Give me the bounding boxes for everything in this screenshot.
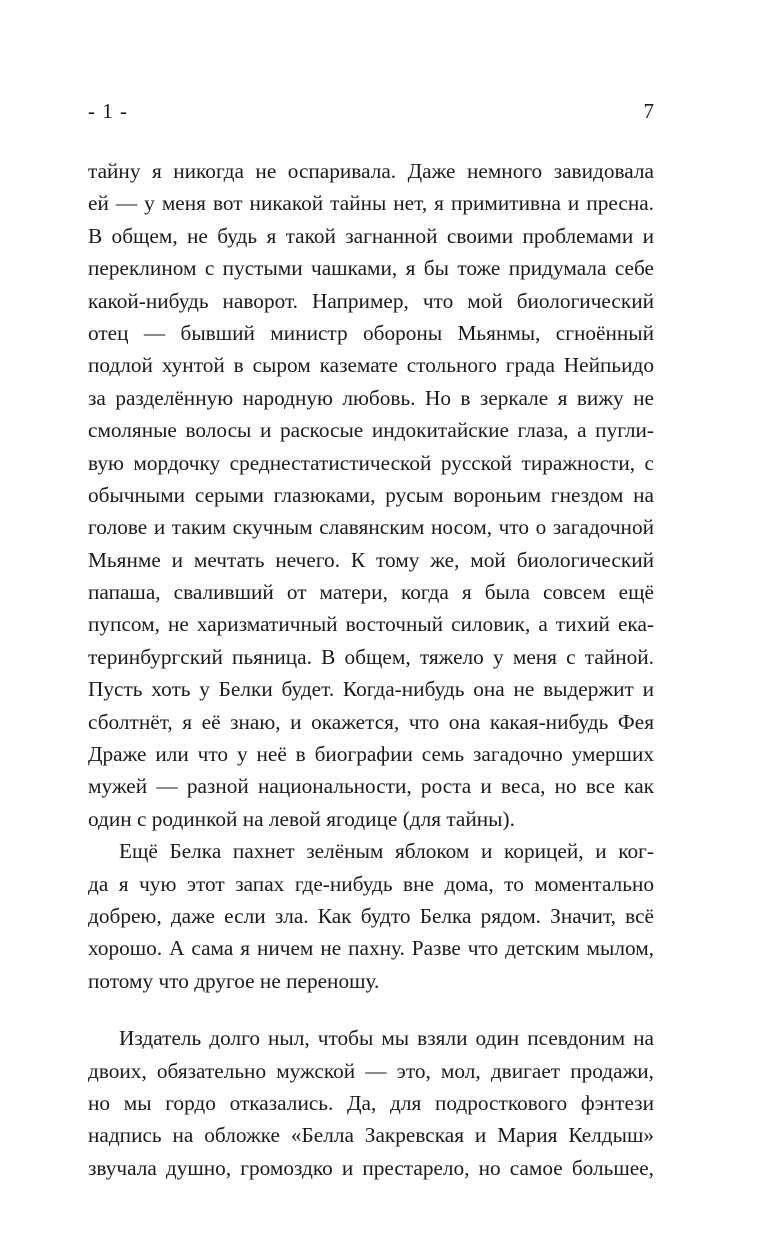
text-line: мужей — разной национальности, роста и веса, но все как bbox=[88, 774, 654, 799]
text-line: за разделённую народную любовь. Но в зеркале я вижу не bbox=[88, 385, 654, 410]
text-line: какой-нибудь наворот. Например, что мой биологический bbox=[88, 288, 654, 313]
text-line: теринбургский пьяница. В общем, тяжело у меня с тайной. bbox=[88, 644, 654, 669]
text-line: отец — бывший министр обороны Мьянмы, сгноённый bbox=[88, 320, 654, 345]
text-line: Мьянме и мечтать нечего. К тому же, мой биологический bbox=[88, 547, 654, 572]
text-line: надпись на обложке «Белла Закревская и Мария Келдыш» bbox=[88, 1123, 654, 1148]
text-line: добрею, даже если зла. Как будто Белка рядом. Значит, всё bbox=[88, 903, 654, 928]
text-line: один с родинкой на левой ягодице (для тайны). bbox=[88, 806, 515, 831]
running-header bbox=[88, 96, 654, 126]
paragraph bbox=[88, 155, 654, 835]
text-line: голове и таким скучным славянским носом, что о загадочной bbox=[88, 515, 654, 540]
text-line: смоляные волосы и раскосые индокитайские глаза, а пугли- bbox=[88, 418, 654, 443]
text-line: Пусть хоть у Белки будет. Когда-нибудь она не выдержит и bbox=[88, 677, 654, 702]
text-line: В общем, не будь я такой загнанной своими проблемами и bbox=[88, 223, 654, 248]
paragraph bbox=[88, 1022, 654, 1184]
chapter-marker: - 1 - bbox=[88, 99, 128, 123]
text-line: Драже или что у неё в биографии семь загадочно умерших bbox=[88, 742, 654, 767]
text-line: да я чую этот запах где-нибудь вне дома, то моментально bbox=[88, 871, 654, 896]
text-line: ей — у меня вот никакой тайны нет, я примитивна и пресна. bbox=[88, 191, 654, 216]
text-line: потому что другое не переношу. bbox=[88, 968, 380, 993]
text-line: сболтнёт, я её знаю, и окажется, что она какая-нибудь Фея bbox=[88, 709, 654, 734]
text-line: переклином с пустыми чашками, я бы тоже придумала себе bbox=[88, 256, 654, 281]
paragraph-gap bbox=[88, 997, 654, 1022]
text-line: но мы гордо отказались. Да, для подросткового фэнтези bbox=[88, 1090, 654, 1115]
text-line: тайну я никогда не оспаривала. Даже немного завидовала bbox=[88, 159, 654, 183]
text-line: вую мордочку среднестатистической русской тиражности, с bbox=[88, 450, 654, 475]
page-number: 7 bbox=[643, 99, 654, 123]
body-text bbox=[88, 155, 654, 1184]
text-line: папаша, сваливший от матери, когда я была совсем ещё bbox=[88, 580, 654, 605]
text-line: подлой хунтой в сыром каземате стольного града Нейпьидо bbox=[88, 353, 654, 378]
text-line: обычными серыми глазюками, русым вороньим гнездом на bbox=[88, 482, 654, 507]
paragraph bbox=[88, 835, 654, 997]
text-line: звучала душно, громоздко и престарело, но самое большее, bbox=[88, 1155, 654, 1180]
text-line: двоих, обязательно мужской — это, мол, двигает продажи, bbox=[88, 1058, 654, 1083]
text-line: хорошо. А сама я ничем не пахну. Разве что детским мылом, bbox=[88, 936, 654, 961]
text-line: Издатель долго ныл, чтобы мы взяли один псевдоним на bbox=[119, 1026, 654, 1051]
text-line: Ещё Белка пахнет зелёным яблоком и корицей, и ког- bbox=[119, 839, 654, 864]
text-line: пупсом, не харизматичный восточный силовик, а тихий ека- bbox=[88, 612, 654, 637]
